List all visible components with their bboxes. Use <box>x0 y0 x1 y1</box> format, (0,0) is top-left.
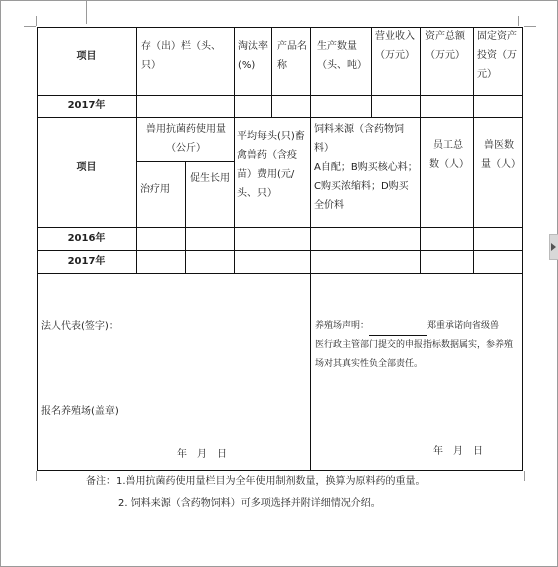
section2-project: 项目 <box>76 162 97 173</box>
growth-promotion-header: 促生长用 <box>190 173 230 184</box>
grid-line <box>310 27 311 117</box>
grid-line <box>136 117 137 273</box>
feed-source-title: 饲料来源（含药物饲料） <box>314 124 404 154</box>
grid-line <box>37 273 523 274</box>
expand-arrow-icon[interactable] <box>549 234 558 260</box>
declaration-suffix: 郑重承诺向省级兽 <box>427 321 500 331</box>
vet-count-header: 兽医数量（人） <box>481 140 521 170</box>
header-elimination-rate: 淘汰率(%) <box>238 41 268 71</box>
staff-count-header: 员工总数（人） <box>429 140 469 170</box>
header-fixed-investment: 固定资产投资（万元） <box>477 31 517 80</box>
table-border <box>37 470 523 471</box>
feed-source-options: A自配；B购买核心料；C购买浓缩料；D购买全价料 <box>314 162 418 211</box>
grid-line <box>420 117 421 273</box>
header-revenue: 营业收入（万元） <box>375 31 415 61</box>
farm-seal-label: 报名养殖场(盖章) <box>41 406 119 417</box>
form-table <box>37 27 523 471</box>
grid-line <box>420 27 421 117</box>
crop-mark <box>518 16 519 26</box>
legal-rep-signature-label: 法人代表(签字)： <box>41 321 119 332</box>
farm-declaration <box>315 317 519 374</box>
treatment-use-header: 治疗用 <box>140 184 170 195</box>
grid-line <box>136 27 137 117</box>
farm-name-blank[interactable] <box>369 325 427 336</box>
grid-line <box>234 117 235 273</box>
row-year-2017: 2017年 <box>67 256 106 267</box>
grid-line <box>310 117 311 273</box>
avg-vet-cost-header: 平均每头(只)畜禽兽药（含疫苗）费用(元/头、只） <box>237 131 305 199</box>
grid-line <box>185 161 186 273</box>
header-project: 项目 <box>76 51 97 62</box>
crop-mark <box>524 26 536 27</box>
crop-mark <box>24 26 36 27</box>
date-left: 年 月 日 <box>177 449 227 460</box>
footnote-2: 2. 饲料来源（含药物饲料）可多项选择并附详细情况介绍。 <box>118 498 381 509</box>
date-right: 年 月 日 <box>433 446 483 457</box>
header-total-assets: 资产总额（万元） <box>425 31 465 61</box>
header-stock: 存（出）栏（头、只） <box>141 41 221 71</box>
table-border <box>37 27 38 471</box>
grid-line <box>473 27 474 117</box>
row-year-2017-top: 2017年 <box>67 100 106 111</box>
grid-line <box>473 117 474 273</box>
grid-line <box>37 250 523 251</box>
footnote-1: 备注：1.兽用抗菌药使用量栏目为全年使用制剂数量，换算为原料药的重量。 <box>86 476 426 487</box>
header-production-qty: 生产数量（头、吨） <box>317 41 367 71</box>
grid-line <box>37 227 523 228</box>
table-border <box>522 27 523 471</box>
grid-line <box>271 27 272 117</box>
declaration-prefix: 养殖场声明： <box>315 321 370 331</box>
crop-mark <box>36 471 37 481</box>
grid-line <box>234 27 235 117</box>
crop-mark <box>36 16 37 26</box>
grid-line <box>37 117 523 118</box>
grid-line <box>310 273 311 471</box>
row-year-2016: 2016年 <box>67 233 106 244</box>
crop-mark <box>86 0 87 24</box>
header-product-name: 产品名称 <box>277 41 307 71</box>
antibiotic-usage-header: 兽用抗菌药使用量（公斤） <box>146 124 226 154</box>
grid-line <box>371 27 372 117</box>
declaration-body: 医行政主管部门提交的申报指标数据属实，参养殖场对其真实性负全部责任。 <box>315 340 514 369</box>
crop-mark <box>524 471 525 481</box>
